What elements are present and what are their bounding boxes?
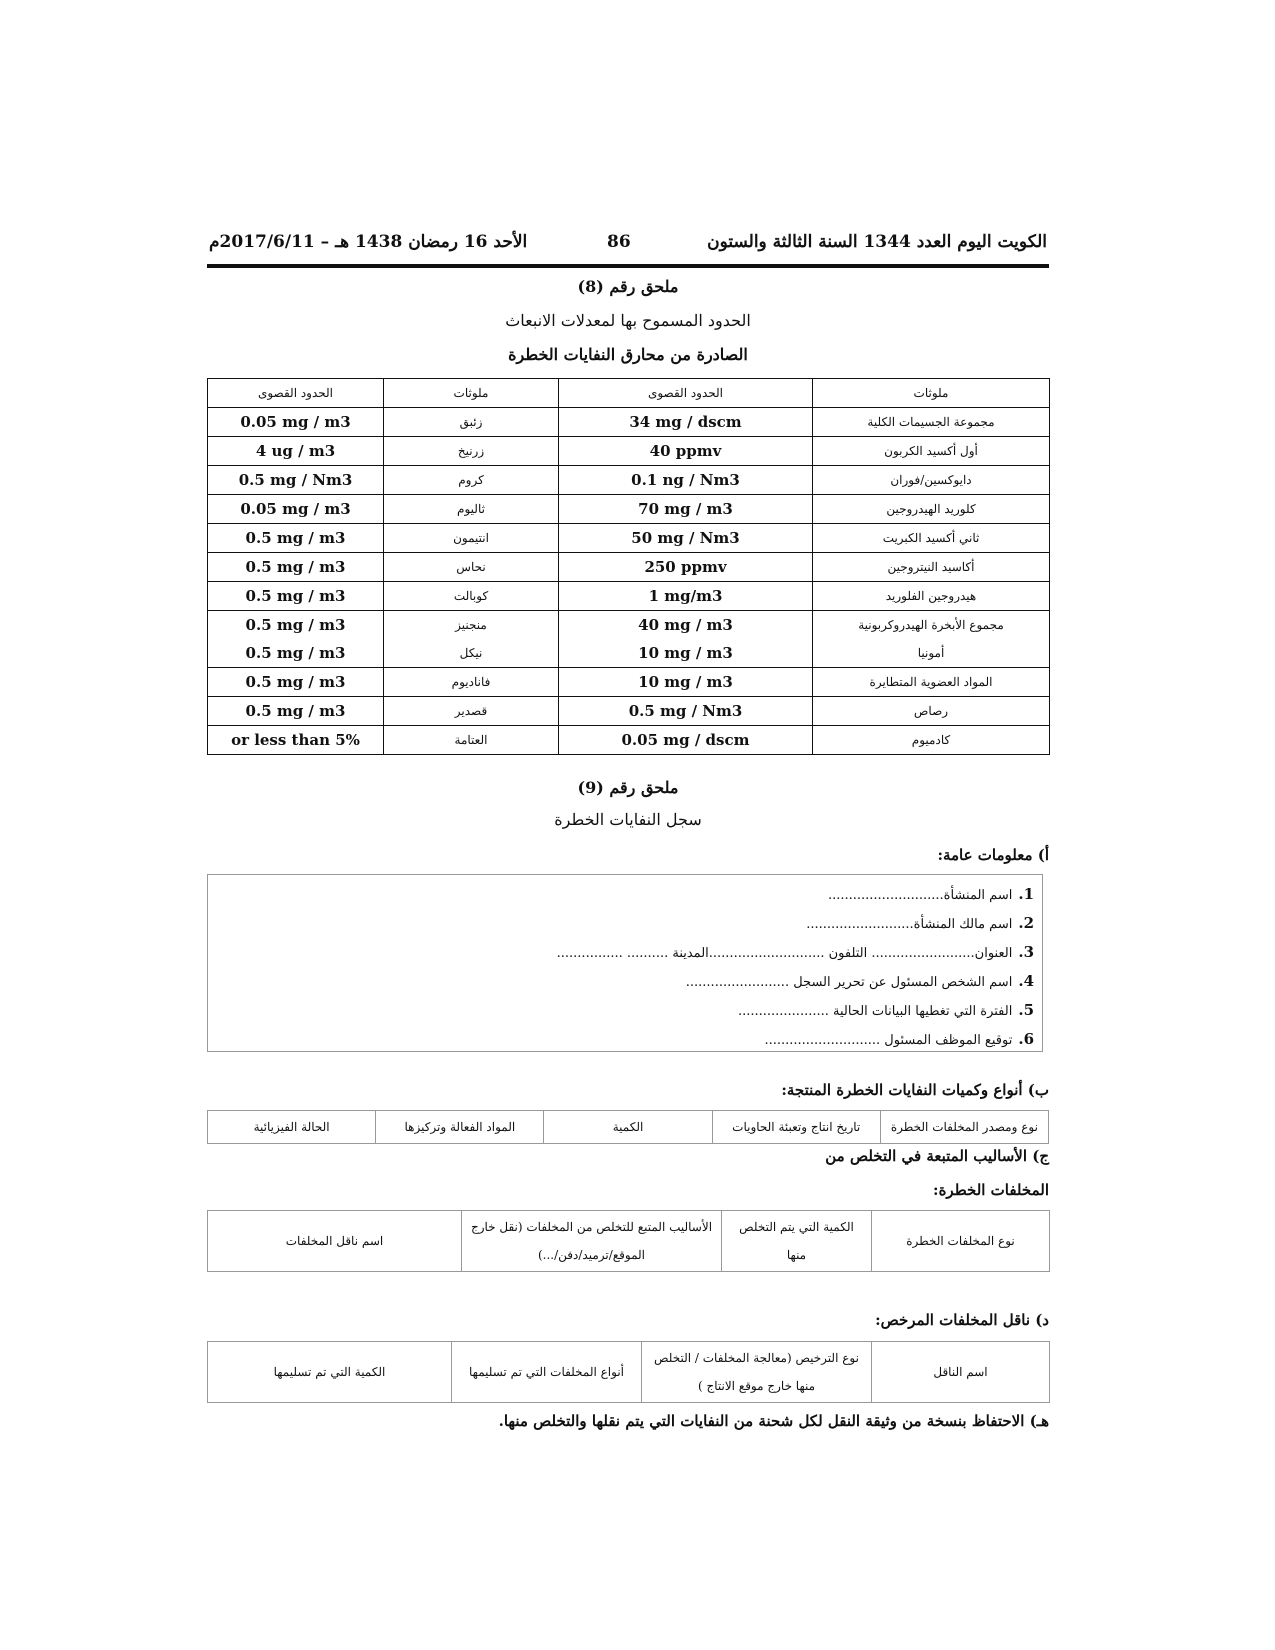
limit-value-cell: 70 mg / m3 — [559, 495, 813, 524]
column-header: ملوثات — [384, 379, 559, 408]
column-header: نوع ومصدر المخلفات الخطرة — [880, 1111, 1048, 1144]
pollutant-cell: زرنيخ — [384, 437, 559, 466]
column-header: تاريخ انتاج وتعبئة الحاويات — [712, 1111, 880, 1144]
table-row — [208, 437, 1050, 466]
section-b-table — [207, 1110, 1049, 1144]
header-issue: الكويت اليوم العدد 1344 السنة الثالثة والستون — [707, 232, 1047, 252]
pollutant-cell: كلوريد الهيدروجين — [813, 495, 1050, 524]
table-row — [208, 726, 1050, 755]
limit-value-cell: 0.05 mg / dscm — [559, 726, 813, 755]
limit-value-cell: 1 mg/m3 — [559, 582, 813, 611]
pollutant-cell: كادميوم — [813, 726, 1050, 755]
pollutant-cell: قصدير — [384, 697, 559, 726]
page-header — [207, 232, 1049, 260]
limit-value-cell: 0.05 mg / m3 — [208, 408, 384, 437]
limit-value-cell: 0.5 mg / m3 — [208, 582, 384, 611]
pollutant-cell: كروم — [384, 466, 559, 495]
column-header: الحالة الفيزيائية — [208, 1111, 376, 1144]
general-info-box — [207, 874, 1043, 1052]
section-d-table — [207, 1341, 1050, 1403]
column-header: الحدود القصوى — [559, 379, 813, 408]
limit-value-cell: 0.05 mg / m3 — [208, 495, 384, 524]
pollutant-cell: انتيمون — [384, 524, 559, 553]
pollutant-cell: ثاني أكسيد الكبريت — [813, 524, 1050, 553]
table-row — [208, 408, 1050, 437]
limit-value-cell: 0.5 mg / m3 — [208, 639, 384, 668]
header-date: الأحد 16 رمضان 1438 هـ – 2017/6/11م — [209, 232, 528, 252]
annex8-subtitle2: الصادرة من محارق النفايات الخطرة — [508, 345, 748, 364]
info-line: 3.العنوان......................... التلفون ............................المدينة .......... ................ — [556, 943, 1034, 961]
section-e-note: هـ) الاحتفاظ بنسخة من وثيقة النقل لكل شحنة من النفايات التي يتم نقلها والتخلص منها. — [498, 1412, 1049, 1430]
pollutant-cell: كوبالت — [384, 582, 559, 611]
pollutant-cell: منجنيز — [384, 611, 559, 640]
pollutant-cell: أول أكسيد الكربون — [813, 437, 1050, 466]
info-line: 6.توقيع الموظف المسئول ............................ — [764, 1030, 1034, 1048]
limit-value-cell: 40 ppmv — [559, 437, 813, 466]
pollutant-cell: أكاسيد النيتروجين — [813, 553, 1050, 582]
pollutant-cell: العتامة — [384, 726, 559, 755]
limit-value-cell: 0.1 ng / Nm3 — [559, 466, 813, 495]
pollutant-cell: هيدروجين الفلوريد — [813, 582, 1050, 611]
section-d-heading: د) ناقل المخلفات المرخص: — [875, 1311, 1049, 1329]
info-line: 5.الفترة التي تغطيها البيانات الحالية ...................... — [737, 1001, 1034, 1019]
limit-value-cell: 50 mg / Nm3 — [559, 524, 813, 553]
annex8-title: ملحق رقم (8) — [577, 277, 679, 296]
page-number: 86 — [607, 232, 631, 252]
emission-limits-table — [207, 378, 1050, 755]
column-header: الكمية — [544, 1111, 712, 1144]
limit-value-cell: 0.5 mg / m3 — [208, 611, 384, 640]
pollutant-cell: دايوكسين/فوران — [813, 466, 1050, 495]
table-row — [208, 639, 1050, 668]
section-a-heading: أ) معلومات عامة: — [937, 846, 1049, 864]
limit-value-cell: 0.5 mg / m3 — [208, 668, 384, 697]
pollutant-cell: المواد العضوية المتطايرة — [813, 668, 1050, 697]
limit-value-cell: or less than 5% — [208, 726, 384, 755]
pollutant-cell: فاناديوم — [384, 668, 559, 697]
section-c-table — [207, 1210, 1050, 1272]
limit-value-cell: 0.5 mg / Nm3 — [559, 697, 813, 726]
table-row — [208, 553, 1050, 582]
limit-value-cell: 40 mg / m3 — [559, 611, 813, 640]
limit-value-cell: 250 ppmv — [559, 553, 813, 582]
table-header-row — [208, 1342, 1050, 1403]
column-header: ملوثات — [813, 379, 1050, 408]
table-header-row — [208, 1211, 1050, 1272]
limit-value-cell: 10 mg / m3 — [559, 639, 813, 668]
info-line: 4.اسم الشخص المسئول عن تحرير السجل ......................... — [685, 972, 1034, 990]
table-header-row — [208, 1111, 1049, 1144]
column-header: اسم الناقل — [872, 1342, 1050, 1403]
table-row — [208, 495, 1050, 524]
pollutant-cell: رصاص — [813, 697, 1050, 726]
table-header-row — [208, 379, 1050, 408]
pollutant-cell: مجموعة الجسيمات الكلية — [813, 408, 1050, 437]
pollutant-cell: أمونيا — [813, 639, 1050, 668]
header-rule — [207, 264, 1049, 268]
table-row — [208, 466, 1050, 495]
pollutant-cell: زئبق — [384, 408, 559, 437]
table-row — [208, 668, 1050, 697]
column-header: الكمية التي يتم التخلص منها — [722, 1211, 872, 1272]
column-header: أنواع المخلفات التي تم تسليمها — [452, 1342, 642, 1403]
annex9-subtitle: سجل النفايات الخطرة — [554, 810, 702, 829]
annex9-title: ملحق رقم (9) — [577, 778, 679, 797]
pollutant-cell: مجموع الأبخرة الهيدروكربونية — [813, 611, 1050, 640]
pollutant-cell: نيكل — [384, 639, 559, 668]
column-header: المواد الفعالة وتركيزها — [376, 1111, 544, 1144]
info-line: 2.اسم مالك المنشأة.......................... — [806, 914, 1034, 932]
table-row — [208, 524, 1050, 553]
limit-value-cell: 4 ug / m3 — [208, 437, 384, 466]
limit-value-cell: 0.5 mg / m3 — [208, 553, 384, 582]
section-b-heading: ب) أنواع وكميات النفايات الخطرة المنتجة: — [781, 1081, 1049, 1099]
column-header: الأساليب المتبع للتخلص من المخلفات (نقل خارج الموقع/ترميد/دفن/...) — [462, 1211, 722, 1272]
info-line: 1.اسم المنشأة............................ — [827, 885, 1034, 903]
table-row — [208, 611, 1050, 640]
table-row — [208, 697, 1050, 726]
section-c-heading-cont: المخلفات الخطرة: — [933, 1181, 1049, 1199]
section-c-heading: ج) الأساليب المتبعة في التخلص من — [825, 1147, 1049, 1165]
column-header: الحدود القصوى — [208, 379, 384, 408]
limit-value-cell: 0.5 mg / Nm3 — [208, 466, 384, 495]
limit-value-cell: 10 mg / m3 — [559, 668, 813, 697]
limit-value-cell: 0.5 mg / m3 — [208, 697, 384, 726]
column-header: الكمية التي تم تسليمها — [208, 1342, 452, 1403]
limit-value-cell: 34 mg / dscm — [559, 408, 813, 437]
limit-value-cell: 0.5 mg / m3 — [208, 524, 384, 553]
pollutant-cell: نحاس — [384, 553, 559, 582]
pollutant-cell: ثاليوم — [384, 495, 559, 524]
table-row — [208, 582, 1050, 611]
column-header: نوع المخلفات الخطرة — [872, 1211, 1050, 1272]
column-header: اسم ناقل المخلفات — [208, 1211, 462, 1272]
column-header: نوع الترخيص (معالجة المخلفات / التخلص منها خارج موقع الانتاج ) — [642, 1342, 872, 1403]
annex8-subtitle1: الحدود المسموح بها لمعدلات الانبعاث — [505, 311, 751, 330]
